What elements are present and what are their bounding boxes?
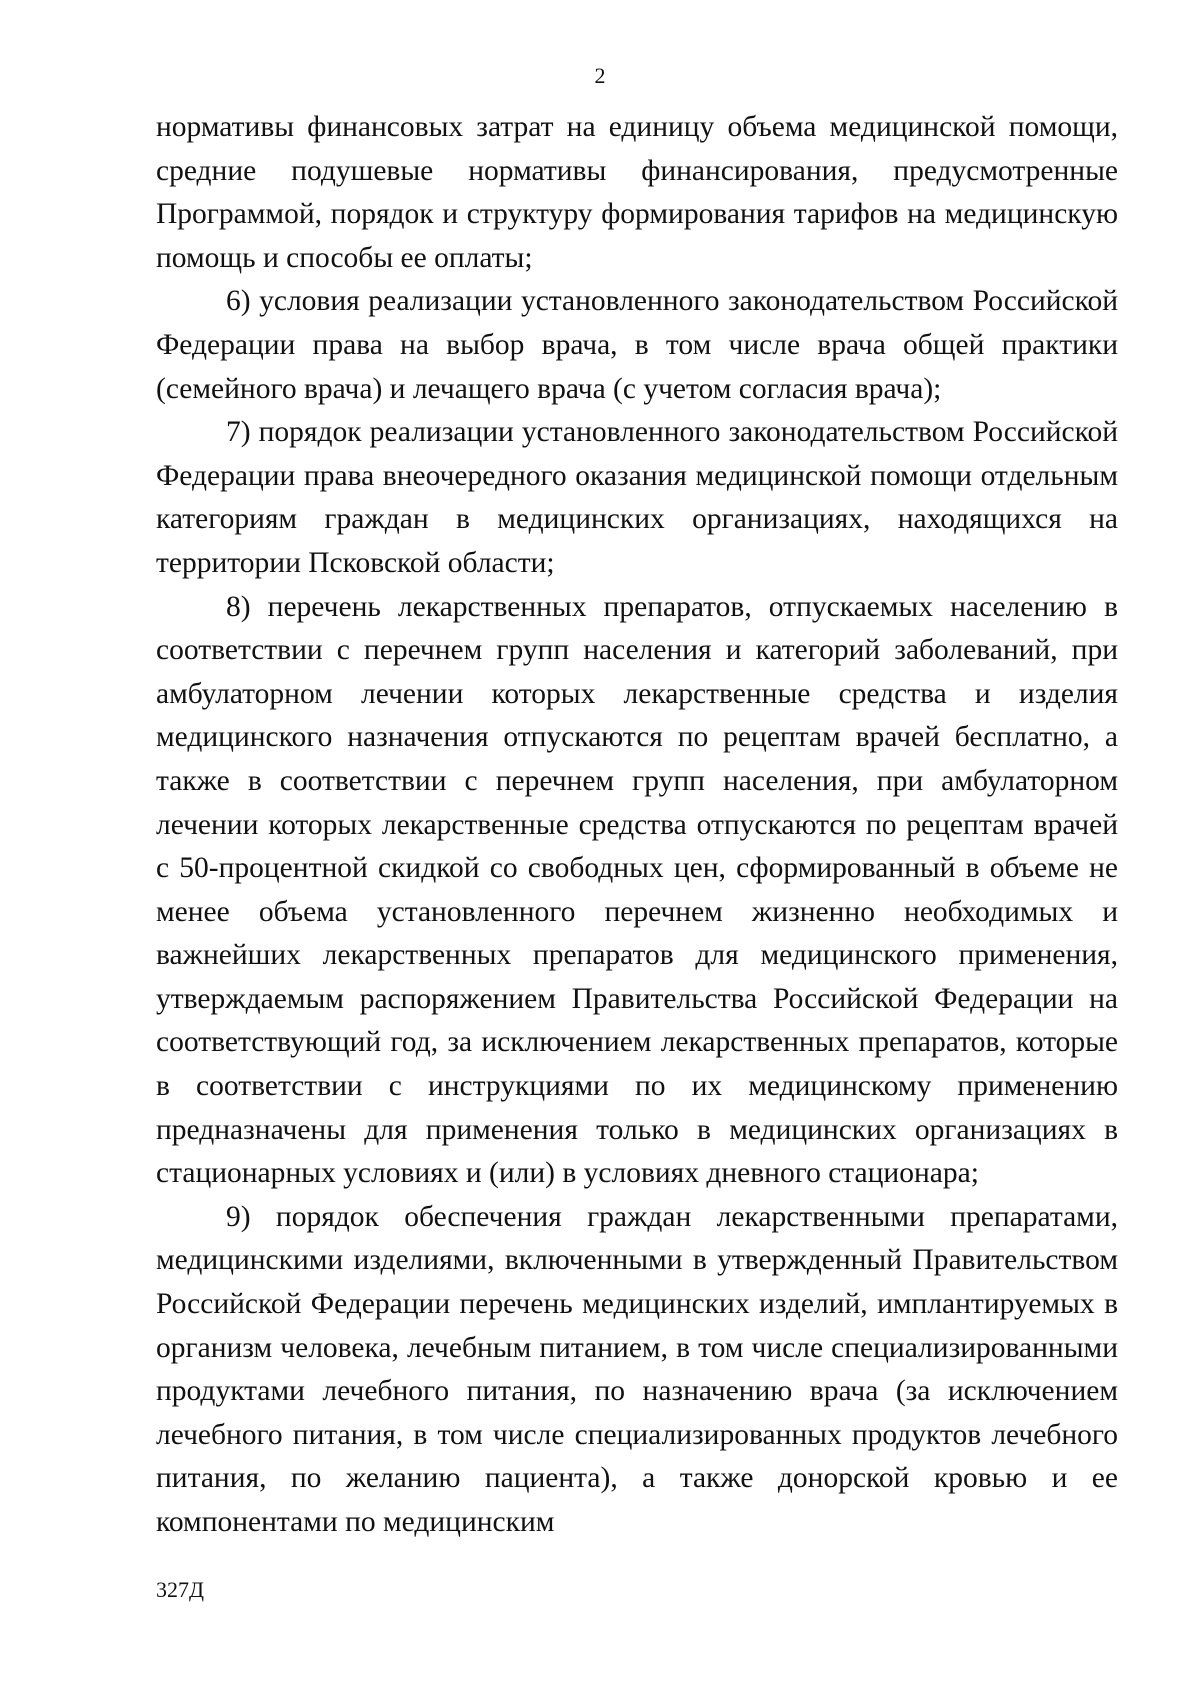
paragraph-continuation: нормативы финансовых затрат на единицу объема медицинской помощи, средние подушевые нормативы финансирования, предусмотренные Программой, порядок и структуру формирования тарифов на медицинскую помощь и способы ее оплаты; [156,111,1118,274]
page-number: 2 [594,63,606,88]
paragraph-item-8: 8) перечень лекарственных препаратов, отпускаемых населению в соответствии с перечнем групп населения и категорий заболеваний, при амбулаторном лечении которых лекарственные средства и изделия медицинского назначения отпускаются по рецептам врачей бесплатно, а также в соответствии с перечнем групп населения, при амбулаторном лечении которых лекарственные средства отпускаются по рецептам врачей с 50-процентной скидкой со свободных цен, сформированный в объеме не менее объема установленного перечнем жизненно необходимых и важнейших лекарственных препаратов для медицинского применения, утверждаемым распоряжением Правительства Российской Федерации на соответствующий год, за исключением лекарственных препаратов, которые в соответствии с инструкциями по их медицинскому применению предназначены для применения только в медицинских организациях в стационарных условиях и (или) в условиях дневного стационара; [156,590,1118,1190]
paragraph-item-6: 6) условия реализации установленного законодательством Российской Федерации права на выбор врача, в том числе врача общей практики (семейного врача) и лечащего врача (с учетом согласия врача); [156,285,1118,405]
paragraph-item-9: 9) порядок обеспечения граждан лекарственными препаратами, медицинскими изделиями, включенными в утвержденный Правительством Российской Федерации перечень медицинских изделий, имплантируемых в организм человека, лечебным питанием, в том числе специализированными продуктами лечебного питания, по назначению врача (за исключением лечебного питания, в том числе специализированных продуктов лечебного питания, по желанию пациента), а также донорской кровью и ее компонентами по медицинским [156,1200,1118,1538]
document-code: 327Д [156,1577,205,1602]
document-body [156,106,1118,1545]
paragraph-item-7: 7) порядок реализации установленного законодательством Российской Федерации права внеочередного оказания медицинской помощи отдельным категориям граждан в медицинских организациях, находящихся на территории Псковской области; [156,416,1118,579]
